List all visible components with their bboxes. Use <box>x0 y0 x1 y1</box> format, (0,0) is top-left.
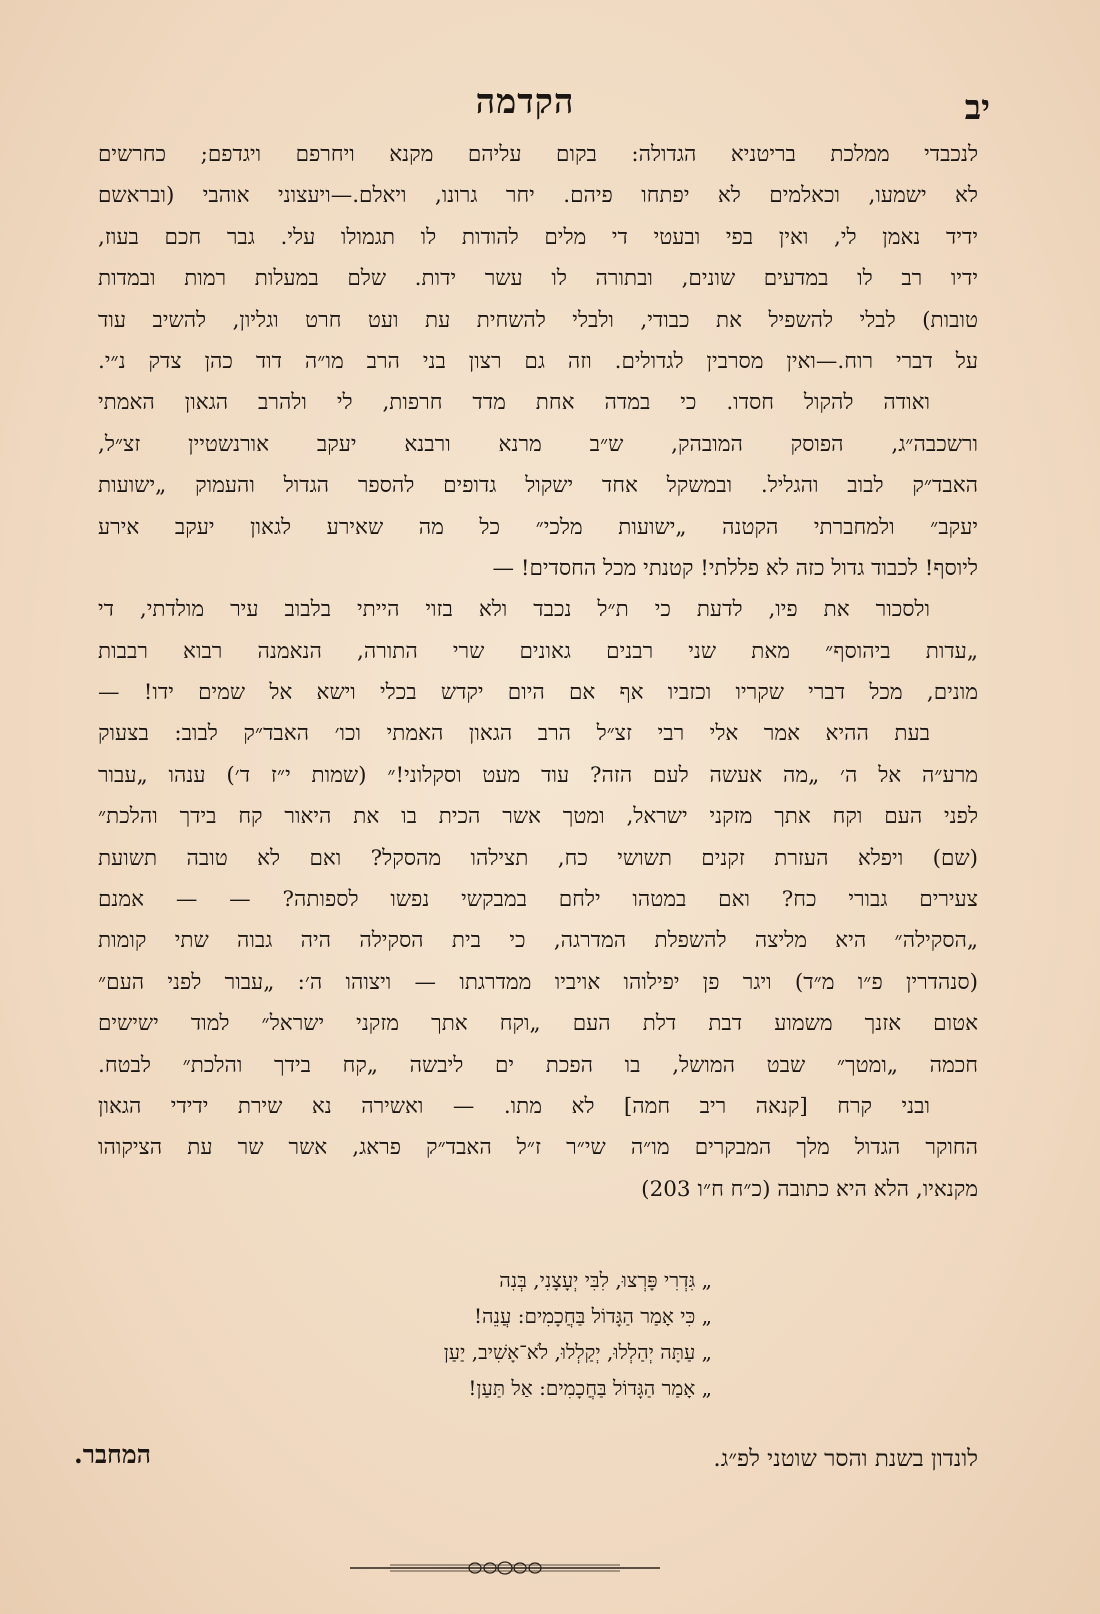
text-line: חכמה „ומטך״ שבט המושל, בו הפכת ים ליבשה „קח בידך והלכת״ לבטח. <box>98 1052 978 1078</box>
text-line: על דברי רוח.—ואין מסרבין לגדולים. וזה גם רצון בני הרב מו״ה דוד כהן צדק נ״י. <box>98 348 978 374</box>
text-line: לנכבדי ממלכת בריטניא הגדולה: בקום עליהם מקנא ויחרפם ויגדפם; כחרשים <box>98 142 978 167</box>
text-line: מונים, מכל דברי שקריו וכזביו אף אם היום יקדש בכלי וישא אל שמים ידו! — <box>98 680 978 706</box>
poem-line: „ עַתָּה יְהַלְלוּ, יְקַלְלוּ, לֹא־אָשִׁיב, יַעַן <box>443 1340 712 1364</box>
text-line: ולסכור את פיו, לדעת כי ת״ל נכבד ולא בזוי הייתי בלבוב עיר מולדתי, די <box>98 597 930 623</box>
place-date: לונדון בשנת והסר שוטני לפ״ג. <box>713 1446 978 1472</box>
text-line: ואודה להקול חסדו. כי במדה אחת מדד חרפות, לי ולהרב הגאון האמתי <box>98 390 930 416</box>
running-title: הקדמה <box>475 82 575 122</box>
poem-line: „ גִּדְרִי פָּרְצוּ, לִבִּי יְעָצָנִי, בְּנִה <box>499 1268 712 1292</box>
text-line: ידיד נאמן לי, ואין בפי ובעטי די מלים להודות לו תגמולו עלי. גבר חכם בעוז, <box>98 224 978 250</box>
text-line: (סנהדרין פ״ו מ״ד) ויגר פן יפילוהו אויביו ממדרגתו — ויצוהו ה׳: „עבור לפני העם״ <box>98 969 978 995</box>
text-line: מרע״ה אל ה׳ „מה אעשה לעם הזה? עוד מעט וסקלוני!״ (שמות י״ז ד׳) ענהו „עבור <box>98 762 978 788</box>
text-line: ובני קרח [קנאה ריב חמה] לא מתו. — ואשירה נא שירת ידידי הגאון <box>98 1093 930 1119</box>
text-line: האבד״ק לבוב והגליל. ובמשקל אחד ישקול גדופים להספר הגדול והעמוק „ישועות <box>98 473 978 499</box>
text-line: „הסקילה״ היא מליצה להשפלת המדרגה, כי בית הסקילה היה גבוה שתי קומות <box>98 928 978 954</box>
text-line: לפני העם וקח אתך מזקני ישראל, ומטך אשר הכית בו את היאור קח בידך והלכת״ <box>98 804 978 830</box>
page-header <box>60 78 990 128</box>
text-line: בעת ההיא אמר אלי רבי זצ״ל הרב הגאון האמתי וכו׳ האבד״ק לבוב: בצעוק <box>98 721 930 747</box>
text-line: יעקב״ ולמחברתי הקטנה „ישועות מלכי״ כל מה שאירע לגאון יעקב אירע <box>98 514 978 540</box>
text-line: אטום אזנך משמוע דבת דלת העם „וקח אתך מזקני ישראל״ למוד ישישים <box>98 1011 978 1037</box>
text-line: ורשכבה״ג, הפוסק המובהק, ש״ב מרנא ורבנא יעקב אורנשטיין זצ״ל, <box>98 431 978 457</box>
poem-line: „ כִּי אָמַר הַגָּדוֹל בַּחֲכָמִים: עֲנֵה! <box>474 1304 712 1328</box>
text-line: צעירים גבורי כח? ואם במטהו ילחם במבקשי נפשו לספותה? — — אמנם <box>98 887 978 913</box>
text-line: החוקר הגדול מלך המבקרים מו״ה שי״ר ז״ל האבד״ק פראג, אשר שר עת הציקוהו <box>98 1135 978 1161</box>
signature-block <box>74 1440 978 1490</box>
text-line: טובות) לבלי להשפיל את כבודי, ולבלי להשחית עת ועט חרט וגליון, להשיב עוד <box>98 307 978 333</box>
text-line: „עדות ביהוסף״ מאת שני רבנים גאונים שרי התורה, הנאמנה רבוא רבבות <box>98 638 978 664</box>
poem-quote <box>332 1262 712 1406</box>
text-line: לא ישמעו, וכאלמים לא יפתחו פיהם. יחר גרונו, ויאלם.—ויעצוני אוהבי (ובראשם <box>98 183 978 209</box>
text-line: ליוסף! לכבוד גדול כזה לא פללתי! קטנתי מכל החסדים! — <box>492 555 978 581</box>
poem-line: „ אָמַר הַגָּדוֹל בַּחֲכָמִים: אַל תַּעַן! <box>468 1376 712 1400</box>
body-text <box>98 134 978 1210</box>
ornamental-divider <box>350 1558 660 1578</box>
author-signature: המחבר. <box>74 1440 152 1469</box>
text-line: מקנאיו, הלא היא כתובה (כ״ח ח״ו 203) <box>641 1176 978 1202</box>
text-line: ידיו רב לו במדעים שונים, ובתורה לו עשר ידות. שלם במעלות רמות ובמדות <box>98 266 978 292</box>
page-number: יב <box>964 88 990 128</box>
text-line: (שם) ויפלא העזרת זקנים תשושי כח, תצילהו מהסקל? ואם לא טובה תשועת <box>98 845 978 871</box>
